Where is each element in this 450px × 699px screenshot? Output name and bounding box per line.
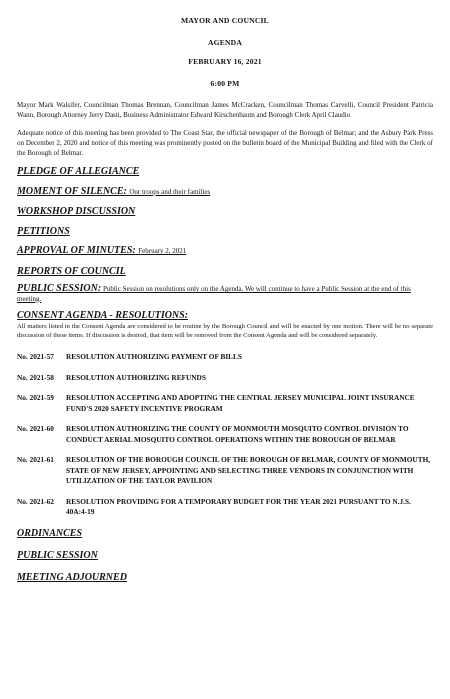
section-meeting-adjourned: MEETING ADJOURNED bbox=[17, 571, 127, 583]
resolution-number: No. 2021-61 bbox=[17, 455, 54, 465]
resolution-number: No. 2021-58 bbox=[17, 372, 54, 382]
resolution-title: RESOLUTION AUTHORIZING REFUNDS bbox=[66, 372, 206, 382]
resolution-title: RESOLUTION PROVIDING FOR A TEMPORARY BUDGET FOR THE YEAR 2021 PURSUANT TO N.J.S. 40A:4-19 bbox=[66, 496, 411, 517]
resolution-title: RESOLUTION AUTHORIZING THE COUNTY OF MONMOUTH MOSQUITO CONTROL DIVISION TO CONDUCT AERIAL MOSQUITO CONTROL OPERATIONS WITHIN THE BOROUGH OF BELMAR bbox=[66, 424, 409, 444]
resolution-item bbox=[17, 497, 433, 518]
section-approval-note: February 2, 2021 bbox=[138, 247, 187, 256]
header-date: FEBRUARY 16, 2021 bbox=[188, 57, 262, 66]
resolution-title: RESOLUTION OF THE BOROUGH COUNCIL OF THE BOROUGH OF BELMAR, COUNTY OF MONMOUTH, STATE OF NEW JERSEY, APPOINTING AND SELECTING THREE VENDORS IN CONJUNCTION WITH UTILIZATION OF THE TAYLOR PAVILION bbox=[66, 455, 431, 486]
header-title: MAYOR AND COUNCIL bbox=[181, 16, 269, 25]
section-consent-agenda: CONSENT AGENDA - RESOLUTIONS: bbox=[17, 310, 189, 322]
section-public-session: PUBLIC SESSION bbox=[17, 549, 98, 561]
section-workshop: WORKSHOP DISCUSSION bbox=[17, 206, 136, 218]
header-time: 6:00 PM bbox=[210, 79, 240, 88]
section-petitions: PETITIONS bbox=[17, 225, 70, 237]
resolution-item bbox=[17, 393, 433, 414]
section-public-session-heading: PUBLIC SESSION: bbox=[17, 283, 102, 295]
resolution-item bbox=[17, 424, 433, 445]
attendees-paragraph: Mayor Mark Walsifer, Councilman Thomas Brennan, Councilman James McCracken, Councilman Thomas Carvelli, Council President Patricia Wann, Borough Attorney Jerry Dasti, Business Administrator Edward Kirschenbaum and Borough Clerk April Claudio bbox=[17, 101, 433, 119]
resolution-title: RESOLUTION AUTHORIZING PAYMENT OF BILLS bbox=[66, 352, 242, 362]
resolution-title: RESOLUTION ACCEPTING AND ADOPTING THE CENTRAL JERSEY MUNICIPAL JOINT INSURANCE FUND'S 2020 SAFETY INCENTIVE PROGRAM bbox=[66, 393, 415, 413]
resolution-number: No. 2021-59 bbox=[17, 393, 54, 403]
consent-agenda-note: All matters listed in the Consent Agenda are considered to be routine by the Borough Council and will be enacted by one motion. There will be no separate discussion of these items. If discussion is desired, that item will be removed from the Consent Agenda and will be considered separately. bbox=[17, 323, 433, 340]
section-public-session-note: Public Session on resolutions only on the Agenda. We will continue to have a Public Session at the end of this meeting. bbox=[17, 285, 411, 303]
section-approval-heading: APPROVAL OF MINUTES: bbox=[17, 245, 136, 257]
section-moment-note: Our troops and their families bbox=[129, 187, 211, 196]
section-approval-of-minutes bbox=[17, 244, 433, 258]
section-reports: REPORTS OF COUNCIL bbox=[17, 265, 126, 277]
resolution-item bbox=[17, 455, 433, 487]
resolution-number: No. 2021-62 bbox=[17, 496, 54, 506]
section-moment-heading: MOMENT OF SILENCE: bbox=[17, 185, 127, 197]
header-agenda: AGENDA bbox=[207, 38, 243, 47]
resolution-item bbox=[17, 352, 433, 363]
section-ordinances: ORDINANCES bbox=[17, 527, 83, 539]
resolution-number: No. 2021-57 bbox=[17, 352, 54, 362]
section-pledge: PLEDGE OF ALLEGIANCE bbox=[17, 166, 140, 178]
resolution-number: No. 2021-60 bbox=[17, 424, 54, 434]
section-public-session-resolutions bbox=[17, 284, 433, 304]
notice-paragraph: Adequate notice of this meeting has been provided to The Coast Star, the official newspaper of the Borough of Belmar; and the Asbury Park Press on December 2, 2020 and notice of this meeting was prominently posted on the bulletin board of the Municipal Building and filed with the Clerk of the Borough of Belmar. bbox=[17, 129, 433, 157]
resolution-item bbox=[17, 373, 433, 384]
section-moment-of-silence bbox=[17, 185, 433, 199]
